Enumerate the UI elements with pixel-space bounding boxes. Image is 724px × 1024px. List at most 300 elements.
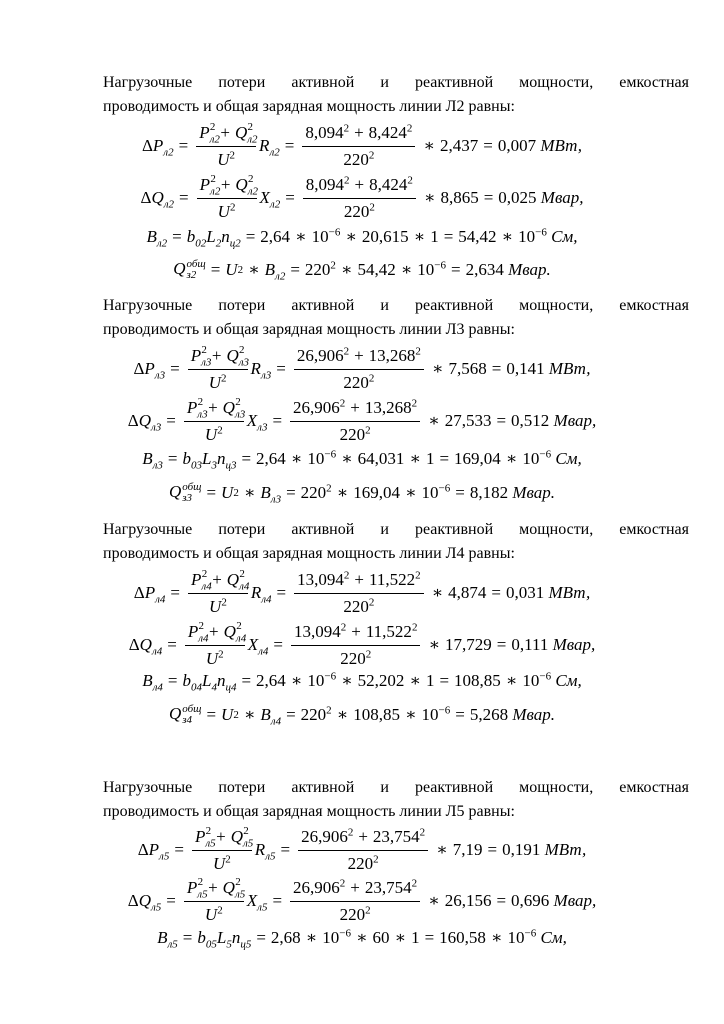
operator: ∗ <box>505 449 518 468</box>
ten-power <box>312 227 341 247</box>
symbol-letter: P <box>148 840 160 859</box>
operator: + <box>351 621 361 641</box>
exponent: 2 <box>344 173 350 186</box>
delta: Δ <box>128 635 140 654</box>
exponent: −6 <box>535 226 547 239</box>
q-value <box>365 398 417 417</box>
subscript <box>247 133 257 145</box>
operator: ∗ <box>501 227 514 246</box>
value: 23,754 <box>364 877 412 897</box>
operator: = <box>179 188 189 207</box>
operator: ∗ <box>404 705 417 724</box>
subscript-part: 2 <box>168 146 174 159</box>
x-value: 17,729 <box>445 635 492 654</box>
symbol-letter: b <box>182 449 191 468</box>
subscript: з <box>182 714 187 727</box>
intro-line-1: Нагрузочные потери активной и реактивной мощности, емкостная <box>103 297 689 314</box>
subscript-part: ц <box>225 459 231 472</box>
subscript-part: ц <box>225 681 231 694</box>
exponent: −6 <box>324 670 337 683</box>
subscript <box>235 888 245 900</box>
r-value: 4,874 <box>448 583 487 602</box>
exponent: 2 <box>198 619 205 632</box>
value: 220 <box>343 372 369 392</box>
symbol-letter: b <box>182 671 191 690</box>
subscript <box>197 408 207 420</box>
symbol-letter: Q <box>151 188 164 207</box>
subscript <box>201 580 211 592</box>
operator: + <box>358 826 368 846</box>
U: U <box>209 596 222 616</box>
symbol <box>216 671 237 694</box>
exponent: 2 <box>411 620 418 633</box>
subscript-part: 4 <box>157 681 163 694</box>
symbol <box>250 583 272 606</box>
u-value <box>343 373 374 392</box>
operator: ∗ <box>428 891 440 910</box>
operator: ∗ <box>409 671 421 690</box>
symbol <box>221 227 241 250</box>
operator: + <box>354 345 364 365</box>
operator: ∗ <box>423 188 436 207</box>
symbol-letter: n <box>231 928 241 947</box>
symbol <box>222 875 246 900</box>
delta: Δ <box>133 583 145 602</box>
exponent: −6 <box>324 448 337 461</box>
subscript-part: л <box>258 645 263 658</box>
symbol <box>235 172 258 197</box>
unit: Мвар, <box>552 635 596 654</box>
exponent: 2 <box>197 395 204 408</box>
subscript-part: л <box>210 184 215 197</box>
formula-charging-power <box>0 252 724 288</box>
exponent: 2 <box>229 200 236 213</box>
unit: См, <box>555 671 582 690</box>
intro-paragraph <box>103 294 689 342</box>
subscript-part: л <box>270 715 276 728</box>
subscript-part: л <box>167 938 173 951</box>
formula-conductance <box>0 223 724 251</box>
exponent: 2 <box>229 148 235 161</box>
subscript <box>225 681 236 693</box>
symbol-letter: Q <box>222 877 235 897</box>
symbol-letter: P <box>186 397 198 417</box>
ten: 10 <box>307 449 325 468</box>
n-value: 1 <box>430 227 439 246</box>
operator: + <box>354 174 365 194</box>
subscript-part: 5 <box>261 901 268 914</box>
operator: ∗ <box>355 928 368 947</box>
subscript-part: 4 <box>240 631 247 644</box>
operator: + <box>350 397 360 417</box>
length-value: 60 <box>372 928 390 947</box>
subscript-part: 3 <box>265 369 272 382</box>
subscript-part: 5 <box>269 850 276 863</box>
n-value: 1 <box>425 449 435 468</box>
subscript-part: 4 <box>159 593 166 606</box>
value: 26,906 <box>301 826 348 846</box>
fraction <box>184 395 246 445</box>
operator: + <box>209 621 219 641</box>
value: 11,522 <box>368 569 416 589</box>
subscript-part: л <box>156 237 162 250</box>
symbol <box>247 635 269 658</box>
operator: = <box>491 359 502 378</box>
symbol-letter: P <box>190 345 202 365</box>
r-value: 2,437 <box>439 136 479 155</box>
subscript <box>225 459 236 471</box>
p-value <box>301 827 353 846</box>
symbol-letter: b <box>197 928 206 947</box>
subscript-part: 0 <box>190 459 197 472</box>
value: 8,094 <box>305 174 345 194</box>
unit: Мвар. <box>512 483 556 502</box>
exponent: 2 <box>201 567 208 580</box>
subscript-part: ц <box>240 938 246 951</box>
exponent: 2 <box>411 396 418 409</box>
subscript <box>258 645 268 657</box>
symbol <box>223 619 247 644</box>
subscript <box>164 198 174 210</box>
x-value: 26,156 <box>444 891 492 910</box>
exponent: 2 <box>339 876 346 889</box>
unit: См, <box>555 449 582 468</box>
symbol <box>144 359 166 382</box>
p-value <box>294 622 346 641</box>
operator: = <box>280 840 291 859</box>
operator: = <box>276 583 287 602</box>
ten: 10 <box>311 227 329 246</box>
exponent: 2 <box>235 395 241 408</box>
subscript <box>153 681 163 693</box>
exponent: 2 <box>217 903 223 916</box>
unit: МВт, <box>540 136 583 155</box>
subscript <box>151 421 161 433</box>
operator: ∗ <box>305 928 318 947</box>
exponent: 2 <box>365 903 371 916</box>
subscript: з <box>182 492 187 505</box>
symbol <box>138 411 162 434</box>
operator: = <box>170 359 180 378</box>
operator: = <box>443 227 454 246</box>
formula-active-loss <box>0 565 724 621</box>
operator: = <box>424 928 435 947</box>
subscript <box>163 146 173 158</box>
ten-power <box>522 449 551 469</box>
symbol <box>146 227 168 250</box>
operator: = <box>285 188 295 207</box>
subscript-part: 5 <box>163 850 170 863</box>
exponent: 2 <box>368 371 375 384</box>
symbol <box>246 411 268 434</box>
U: U <box>204 424 218 444</box>
U: U <box>225 260 238 279</box>
exponent: 2 <box>339 396 346 409</box>
subscript-part: 3 <box>157 459 163 472</box>
subscript-part: 4 <box>266 593 272 606</box>
symbol-letter: Q <box>226 569 240 589</box>
operator: = <box>174 840 184 859</box>
operator: + <box>211 345 222 365</box>
subscript-part: л <box>247 132 253 145</box>
sub-sup <box>182 482 201 504</box>
symbol <box>222 395 246 420</box>
fraction <box>196 120 258 170</box>
unit: МВт, <box>548 583 591 602</box>
subscript-part: л <box>239 579 244 592</box>
delta: Δ <box>127 411 139 430</box>
intro-paragraph <box>103 71 689 119</box>
exponent: 2 <box>237 264 244 276</box>
subscript-part: 2 <box>274 146 280 159</box>
operator: = <box>496 411 507 430</box>
intro-line-2: проводимость и общая зарядная мощность линии Л4 равны: <box>103 545 515 562</box>
symbol-letter: B <box>142 671 153 690</box>
symbol-letter: P <box>187 621 199 641</box>
unit: См, <box>551 227 578 246</box>
subscript-part: л <box>152 459 158 472</box>
result: 5,268 <box>469 705 509 724</box>
subscript-part: л <box>234 887 240 900</box>
result: 0,512 <box>511 411 550 430</box>
operator: ∗ <box>409 449 421 468</box>
symbol-letter: R <box>250 583 262 602</box>
symbol-letter: P <box>191 569 202 589</box>
subscript <box>257 901 267 913</box>
symbol-letter: B <box>264 260 276 279</box>
exponent: 2 <box>415 344 421 357</box>
symbol-letter: n <box>216 449 226 468</box>
value: 220 <box>340 648 366 668</box>
operator: ∗ <box>336 705 349 724</box>
formula-reactive-loss <box>0 170 724 226</box>
value: 13,094 <box>297 569 344 589</box>
subscript-part: л <box>155 593 160 606</box>
subscript-part: л <box>197 887 203 900</box>
operator: + <box>212 569 222 589</box>
symbol <box>169 704 201 726</box>
subscript-part: л <box>247 184 253 197</box>
subscript-part: л <box>151 645 157 658</box>
exponent: 2 <box>365 647 372 660</box>
operator: ∗ <box>428 411 440 430</box>
subscript <box>265 850 275 862</box>
ten-power <box>518 227 547 247</box>
unit: Мвар, <box>553 411 597 430</box>
subscript-part: л <box>159 850 164 863</box>
subscript-part: л <box>152 681 158 694</box>
exponent: 2 <box>411 876 418 889</box>
subscript <box>205 837 215 849</box>
operator: + <box>350 877 360 897</box>
n-value: 1 <box>425 671 435 690</box>
symbol-letter: B <box>146 227 157 246</box>
value: 8,424 <box>368 122 407 142</box>
subscript <box>197 888 207 900</box>
u-value <box>340 649 371 668</box>
subscript <box>191 459 202 471</box>
symbol-letter: B <box>260 483 271 502</box>
fraction <box>184 875 246 925</box>
exponent: 2 <box>236 619 242 632</box>
symbol <box>260 705 282 728</box>
exponent: 2 <box>209 120 216 133</box>
operator: + <box>354 569 364 589</box>
operator: = <box>182 928 193 947</box>
symbol <box>169 482 201 504</box>
subscript-part: 4 <box>211 681 217 694</box>
symbol-letter: Q <box>226 345 239 365</box>
symbol-letter: X <box>246 411 258 430</box>
subscript <box>210 133 220 145</box>
intro-line-2: проводимость и общая зарядная мощность линии Л2 равны: <box>103 98 515 115</box>
value: 26,906 <box>293 397 340 417</box>
fraction <box>185 619 247 669</box>
operator: = <box>451 260 461 279</box>
unit: Мвар. <box>508 260 551 279</box>
symbol-letter: R <box>254 840 266 859</box>
fraction <box>188 343 250 393</box>
symbol-letter: B <box>260 705 271 724</box>
value: 23,754 <box>372 826 420 846</box>
symbol <box>194 824 216 849</box>
operator: = <box>272 411 283 430</box>
u-value <box>340 905 371 924</box>
symbol <box>231 928 252 951</box>
exponent: 2 <box>221 371 227 384</box>
subscript: 4 <box>186 714 193 727</box>
u-value <box>301 705 332 725</box>
ten: 10 <box>421 705 439 724</box>
q-value <box>369 175 413 194</box>
symbol <box>230 824 254 849</box>
result: 0,031 <box>506 583 545 602</box>
subscript-part: 5 <box>155 901 162 914</box>
fraction <box>192 824 254 874</box>
subscript-part: л <box>260 369 266 382</box>
operator: = <box>210 260 221 279</box>
symbol <box>142 449 163 472</box>
b-value: 108,85 <box>353 705 400 724</box>
symbol-letter: b <box>186 227 196 246</box>
operator: = <box>206 483 217 502</box>
unit: МВт, <box>544 840 587 859</box>
subscript <box>275 270 285 282</box>
subscript <box>230 237 241 249</box>
formula-conductance <box>0 445 724 473</box>
operator: ∗ <box>394 928 407 947</box>
symbol-letter: P <box>186 877 198 897</box>
ten: 10 <box>307 671 325 690</box>
subscript-part: л <box>209 132 215 145</box>
value: 11,522 <box>365 621 412 641</box>
value: 26,906 <box>296 345 344 365</box>
symbol <box>226 343 250 368</box>
intro-line-1: Нагрузочные потери активной и реактивной мощности, емкостная <box>103 74 689 91</box>
U: U <box>217 149 230 169</box>
subscript-part: л <box>238 355 244 368</box>
exponent: 2 <box>365 423 371 436</box>
exponent: 2 <box>233 487 239 499</box>
q-value <box>366 622 418 641</box>
operator: = <box>286 483 296 502</box>
ten-power <box>422 705 451 725</box>
subscript-part: 2 <box>252 184 258 197</box>
symbol <box>199 172 221 197</box>
subscript <box>206 938 217 950</box>
exponent: −6 <box>328 226 341 239</box>
operator: ∗ <box>248 260 260 279</box>
operator: = <box>496 635 507 654</box>
value: 220 <box>339 424 366 444</box>
symbol <box>234 120 258 145</box>
symbol-letter: n <box>216 671 226 690</box>
symbol-letter: L <box>216 928 227 947</box>
ten: 10 <box>518 227 536 246</box>
value: 13,094 <box>293 621 341 641</box>
symbol <box>246 891 268 914</box>
subscript-part: л <box>243 836 248 849</box>
subscript-part: 3 <box>155 421 162 434</box>
ten: 10 <box>417 260 435 279</box>
u-value <box>340 425 371 444</box>
fraction-values <box>290 398 420 445</box>
exponent: 2 <box>197 875 204 888</box>
symbol <box>139 635 163 658</box>
length-value: 20,615 <box>361 227 409 246</box>
operator: = <box>172 227 182 246</box>
ten-power <box>307 671 336 691</box>
u-value <box>344 202 375 221</box>
fraction-values <box>290 878 420 925</box>
operator: ∗ <box>490 928 503 947</box>
operator: + <box>354 122 364 142</box>
operator: = <box>455 705 465 724</box>
operator: ∗ <box>413 227 426 246</box>
symbol <box>182 449 202 472</box>
p-value <box>306 175 350 194</box>
value: 26,906 <box>293 877 340 897</box>
fraction-values <box>291 622 420 669</box>
exponent: 2 <box>373 852 379 865</box>
formula-reactive-loss <box>0 393 724 449</box>
subscript-part: 3 <box>159 369 166 382</box>
p-value <box>297 346 349 365</box>
symbol <box>157 928 178 951</box>
U: U <box>205 648 219 668</box>
fraction-values <box>298 827 428 874</box>
subscript-part: л <box>257 901 262 914</box>
symbol-letter: P <box>199 122 210 142</box>
symbol-letter: X <box>246 891 258 910</box>
subscript <box>257 421 267 433</box>
value: 220 <box>300 483 327 502</box>
exponent: −6 <box>524 927 537 940</box>
operator: ∗ <box>341 671 353 690</box>
result: 0,025 <box>498 188 537 207</box>
subscript <box>155 593 165 605</box>
exponent: 2 <box>217 423 223 436</box>
subscript-part: 3 <box>275 493 282 506</box>
symbol <box>226 567 250 592</box>
operator: + <box>208 877 218 897</box>
symbol-letter: R <box>250 359 261 378</box>
ten-power <box>307 449 336 469</box>
subscript-part: л <box>151 901 156 914</box>
u-value <box>348 854 379 873</box>
exponent: 2 <box>235 875 241 888</box>
subscript <box>152 645 162 657</box>
